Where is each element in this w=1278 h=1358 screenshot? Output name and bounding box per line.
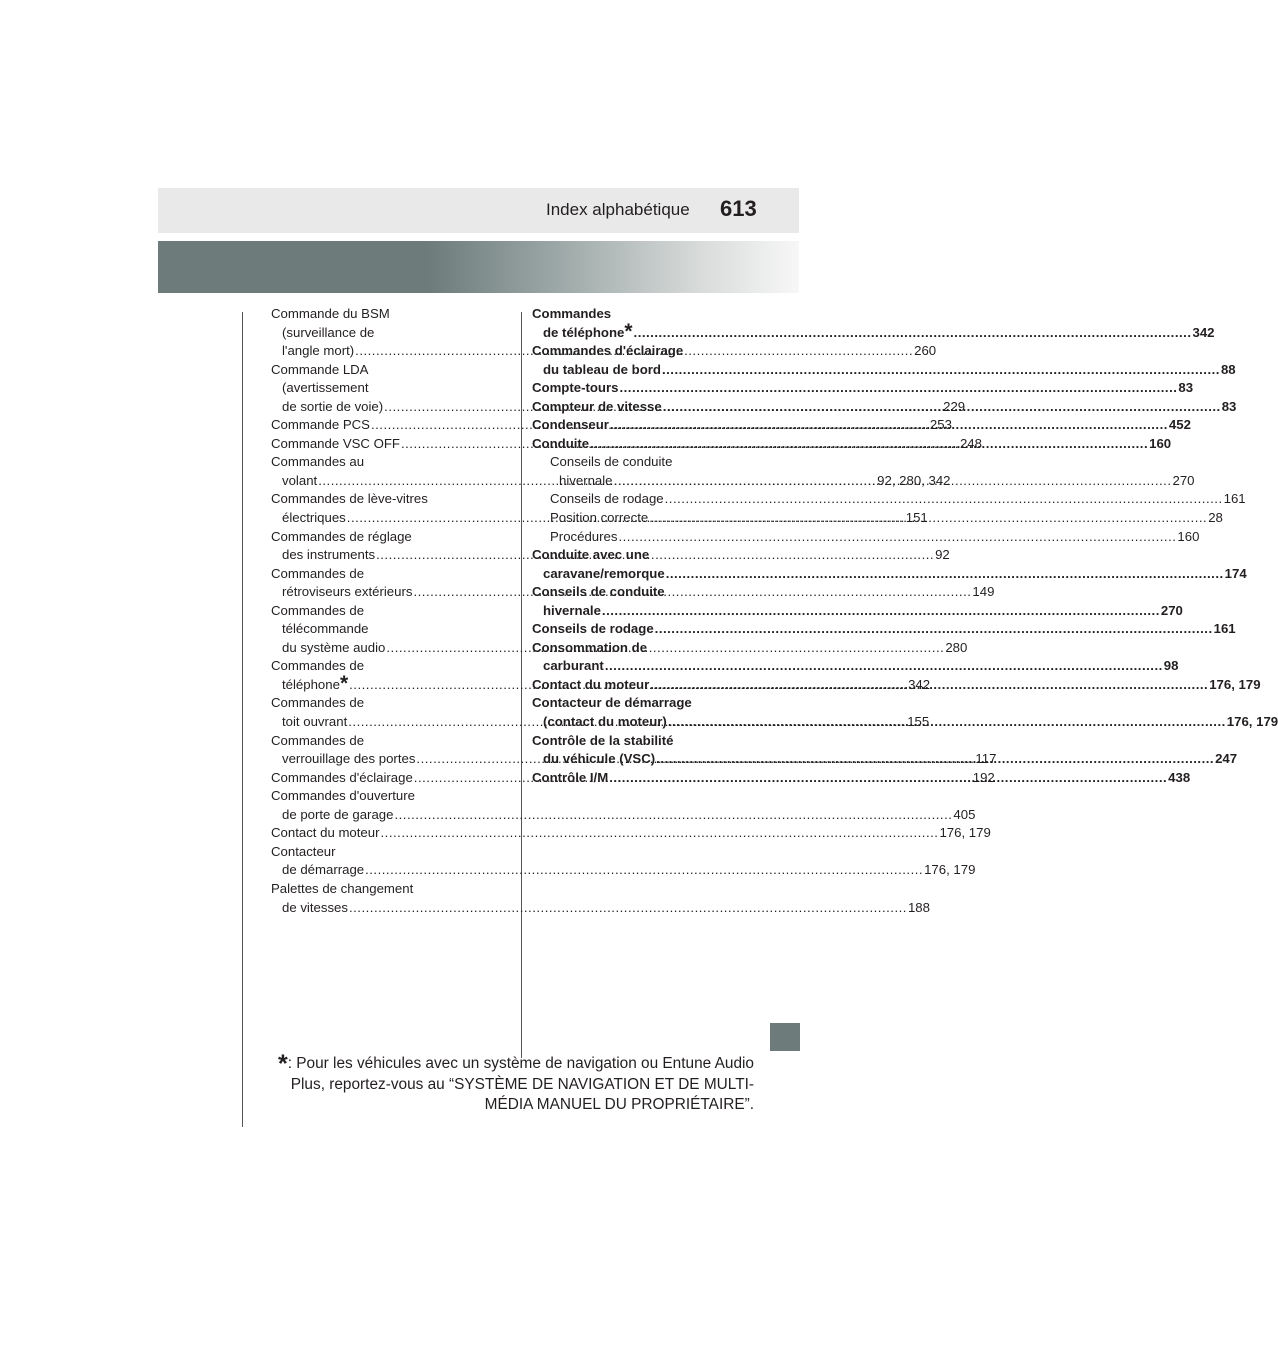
index-entry	[532, 528, 1200, 547]
entry-text: Conseils de rodage	[532, 621, 654, 637]
footnote	[270, 1050, 754, 1116]
dot-leader	[656, 751, 1214, 766]
page-reference: 149	[972, 584, 995, 600]
dot-leader	[662, 362, 1220, 377]
page-reference: 83	[1221, 398, 1237, 414]
entry-text: Conseils de conduite	[550, 454, 673, 470]
page-reference: 160	[1149, 435, 1172, 451]
page-reference: 98	[1163, 658, 1179, 674]
dot-leader	[634, 325, 1192, 340]
page-number: 613	[720, 196, 757, 221]
entry-line	[532, 319, 1215, 343]
header-bar	[158, 188, 799, 233]
entry-text: Commandes d'éclairage	[532, 343, 684, 359]
dot-leader	[665, 491, 1223, 506]
footnote-line-1	[270, 1050, 754, 1078]
entry-text: Contrôle de la stabilité	[532, 732, 674, 748]
index-entry	[271, 824, 991, 843]
footnote-marker: *	[277, 1050, 288, 1078]
page-reference: 117	[975, 751, 997, 767]
entry-line	[532, 565, 1247, 584]
entry-line	[532, 361, 1236, 380]
page-reference: 176, 179	[1226, 714, 1278, 730]
page-reference: 151	[905, 510, 928, 526]
left-margin-rule	[242, 312, 243, 1127]
entry-line	[271, 899, 930, 918]
entry-text: télécommande	[282, 621, 369, 637]
entry-text: Commande PCS	[271, 417, 370, 433]
dot-leader	[619, 380, 1177, 395]
entry-text: Commandes de	[271, 602, 365, 618]
page-reference: 270	[1172, 472, 1195, 488]
footnote-star: *	[339, 671, 349, 695]
dot-leader	[614, 473, 1172, 488]
dot-leader	[349, 900, 907, 915]
footnote-line-2: Plus, reportez-vous au “SYSTÈME DE NAVIGATION ET DE MULTI-	[290, 1075, 754, 1093]
entry-text: Commandes de réglage	[271, 528, 412, 544]
entry-text: Procédures	[550, 528, 618, 544]
entry-text: carburant	[543, 658, 604, 674]
entry-line	[271, 824, 991, 843]
index-entry	[532, 305, 1215, 343]
entry-line	[532, 490, 1246, 509]
entry-line	[532, 528, 1200, 547]
dot-leader	[649, 510, 1207, 525]
page-reference: 248	[959, 435, 982, 451]
entry-line	[532, 657, 1179, 676]
entry-text: Position correcte	[550, 510, 649, 526]
dot-leader	[655, 621, 1213, 636]
entry-text: Conduite	[532, 435, 590, 451]
entry-text: des instruments	[282, 547, 376, 563]
index-entry	[532, 490, 1246, 509]
entry-line	[532, 620, 1236, 639]
entry-text: Compte-tours	[532, 380, 619, 396]
entry-text: Contact du moteur	[271, 825, 380, 841]
entry-line	[532, 602, 1183, 621]
page-reference: 253	[929, 417, 952, 433]
decorative-band	[158, 241, 799, 293]
entry-text: de vitesses	[282, 899, 348, 915]
page-title: Index alphabétique	[546, 200, 690, 219]
entry-text: du tableau de bord	[543, 361, 661, 377]
entry-text: Contact du moteur	[532, 676, 650, 692]
entry-text: téléphone	[282, 676, 340, 692]
page-reference: 161	[1223, 491, 1246, 507]
page-reference: 438	[1168, 769, 1191, 785]
entry-text: du système audio	[282, 639, 386, 655]
page-reference: 247	[1215, 751, 1238, 767]
entry-text: Commandes de	[271, 695, 365, 711]
dot-leader	[650, 677, 1208, 692]
entry-text: Condenseur	[532, 417, 609, 433]
dot-leader	[394, 807, 952, 822]
dot-leader	[666, 566, 1224, 581]
index-entry	[271, 880, 930, 917]
page-reference: 342	[1192, 324, 1215, 340]
index-entry	[271, 843, 976, 880]
entry-text: Commandes	[532, 306, 612, 321]
dot-leader	[365, 862, 923, 877]
dot-leader	[618, 529, 1176, 544]
entry-text: l'angle mort)	[282, 343, 355, 359]
entry-text: Commandes de	[271, 565, 365, 581]
page-reference: 174	[1224, 565, 1247, 581]
entry-text: électriques	[282, 510, 346, 526]
dot-leader	[605, 658, 1163, 673]
footnote-text-1: : Pour les véhicules avec un système de navigation ou Entune Audio	[287, 1055, 754, 1072]
page-reference: 405	[953, 806, 976, 822]
entry-text: Palettes de changement	[271, 880, 414, 896]
entry-text: toit ouvrant	[282, 714, 348, 730]
entry-text: Commande VSC OFF	[271, 435, 400, 451]
dot-leader	[609, 770, 1167, 785]
entry-text: Conseils de conduite	[532, 584, 665, 600]
entry-text: de sortie de voie)	[282, 398, 384, 414]
entry-text: (surveillance de	[282, 324, 375, 340]
entry-text: Commandes de	[271, 732, 365, 748]
dot-leader	[381, 825, 939, 840]
section-tab-marker	[770, 1023, 800, 1051]
page-reference: 160	[1177, 528, 1200, 544]
entry-text: Commandes au	[271, 454, 365, 470]
entry-text: hivernale	[559, 472, 613, 488]
page-reference: 28	[1208, 510, 1223, 526]
page-reference: 192	[972, 769, 995, 785]
dot-leader	[610, 417, 1168, 432]
index-entry	[271, 787, 976, 824]
page-reference: 176, 179	[1209, 676, 1261, 692]
entry-text: de téléphone	[543, 324, 625, 340]
page-reference: 92	[935, 547, 950, 563]
entry-text: volant	[282, 472, 318, 488]
dot-leader	[590, 436, 1148, 451]
page-reference: 176, 179	[924, 862, 976, 878]
page-reference: 188	[907, 899, 930, 915]
entry-line	[532, 379, 1194, 398]
page-reference: 155	[907, 714, 930, 730]
footnote-line-3: MÉDIA MANUEL DU PROPRIÉTAIRE”.	[484, 1096, 754, 1113]
entry-text: Commandes de	[271, 658, 365, 674]
entry-text: caravane/remorque	[543, 565, 665, 581]
dot-leader	[668, 714, 1226, 729]
entry-text: rétroviseurs extérieurs	[282, 584, 413, 600]
index-entry	[532, 379, 1194, 398]
page-reference: 88	[1220, 361, 1236, 377]
dot-leader	[602, 603, 1160, 618]
entry-text: Commandes de lève-vitres	[271, 491, 428, 507]
index-entry	[532, 620, 1236, 639]
entry-text: (contact du moteur)	[543, 714, 667, 730]
entry-text: Commandes d'éclairage	[271, 769, 413, 785]
entry-text: hivernale	[543, 602, 601, 618]
entry-line	[271, 861, 976, 880]
page-reference: 280	[945, 639, 968, 655]
entry-text: Commande du BSM	[271, 306, 390, 321]
dot-leader	[663, 399, 1221, 414]
entry-text: Conduite avec une	[532, 547, 650, 563]
page-reference: 452	[1168, 417, 1191, 433]
page-reference: 92, 280, 342	[877, 472, 951, 488]
entry-text: de porte de garage	[282, 806, 394, 822]
entry-text: Compteur de vitesse	[532, 398, 662, 414]
page-reference: 83	[1178, 380, 1194, 396]
page-reference: 161	[1213, 621, 1236, 637]
entry-text: Commandes d'ouverture	[271, 788, 415, 804]
page-reference: 270	[1160, 602, 1183, 618]
page-reference: 229	[943, 398, 966, 414]
entry-text: Conseils de rodage	[550, 491, 664, 507]
entry-text: verrouillage des portes	[282, 751, 416, 767]
entry-line	[271, 806, 976, 825]
footnote-star: *	[624, 319, 633, 343]
entry-text: Commande LDA	[271, 361, 369, 377]
entry-text: Consommation de	[532, 639, 648, 655]
entry-text: Contacteur	[271, 843, 336, 859]
page-reference: 260	[914, 343, 937, 359]
entry-text: de démarrage	[282, 862, 365, 878]
page-reference: 342	[908, 676, 931, 692]
entry-text: Contacteur de démarrage	[532, 695, 692, 711]
page-reference: 176, 179	[939, 825, 991, 841]
entry-text: Contrôle I/M	[532, 769, 609, 785]
entry-text: (avertissement	[282, 380, 369, 396]
entry-text: du véhicule (VSC)	[543, 751, 656, 767]
